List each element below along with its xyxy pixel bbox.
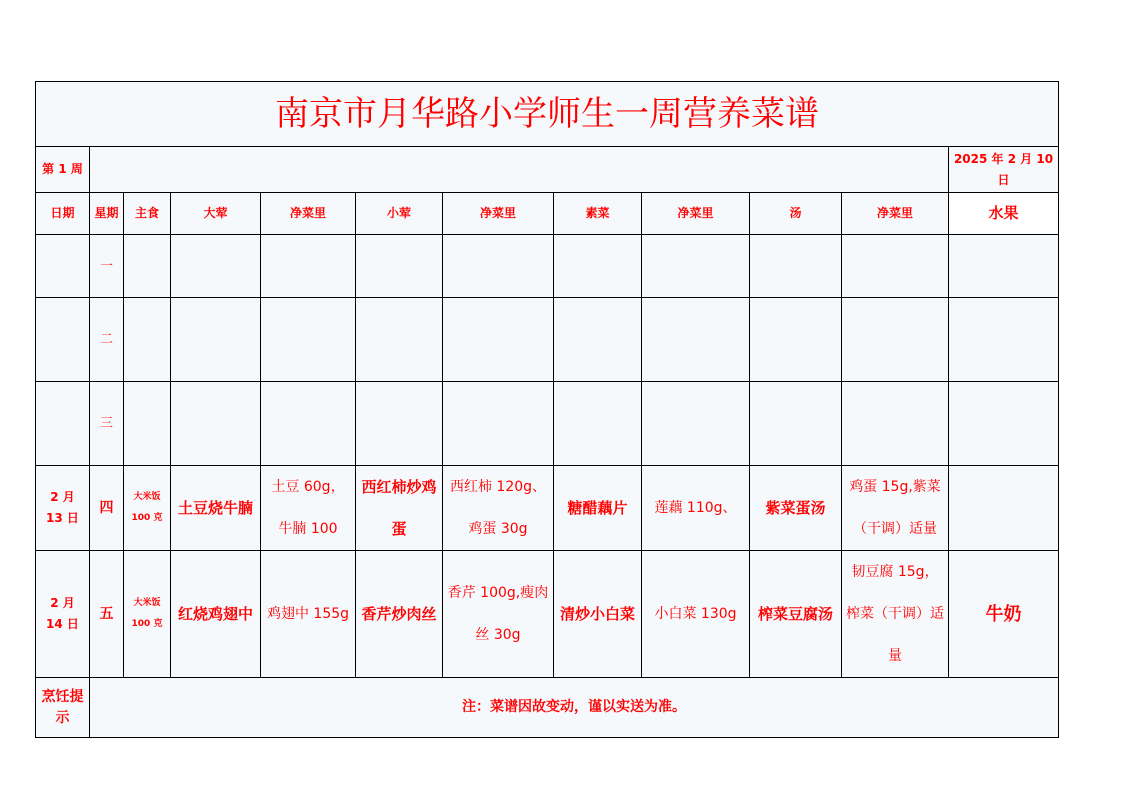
staple: 大米饭 100 克 (124, 551, 171, 678)
small-meat-amount: 香芹 100g,瘦肉丝 30g (443, 551, 554, 678)
date: 2 月 13 日 (36, 466, 90, 551)
small-meat-amount: 西红柿 120g、鸡蛋 30g (443, 466, 554, 551)
soup-dish: 紫菜蛋汤 (750, 466, 842, 551)
soup-amount: 鸡蛋 15g,紫菜（干调）适量 (842, 466, 949, 551)
big-meat-amount: 鸡翅中 155g (261, 551, 356, 678)
header-date: 日期 (36, 193, 90, 235)
header-net-veg: 净菜里 (642, 193, 750, 235)
week-label: 第 1 周 (36, 147, 90, 193)
header-fruit: 水果 (949, 193, 1059, 235)
table-row (36, 551, 1059, 678)
small-meat-dish: 西红柿炒鸡蛋 (356, 466, 443, 551)
big-meat-dish: 土豆烧牛腩 (171, 466, 261, 551)
header-net-veg: 净菜里 (261, 193, 356, 235)
weekday: 二 (90, 298, 124, 382)
header-big-meat: 大荤 (171, 193, 261, 235)
header-net-veg: 净菜里 (443, 193, 554, 235)
weekday: 四 (90, 466, 124, 551)
header-small-meat: 小荤 (356, 193, 443, 235)
menu-date: 2025 年 2 月 10 日 (949, 147, 1059, 193)
veg-dish: 清炒小白菜 (554, 551, 642, 678)
cooking-tips-note: 注：菜谱因故变动，谨以实送为准。 (90, 678, 1059, 738)
table-row (36, 235, 1059, 298)
soup-dish: 榨菜豆腐汤 (750, 551, 842, 678)
staple: 大米饭 100 克 (124, 466, 171, 551)
fruit (949, 466, 1059, 551)
header-staple: 主食 (124, 193, 171, 235)
veg-dish: 糖醋藕片 (554, 466, 642, 551)
header-veg: 素菜 (554, 193, 642, 235)
weekday: 一 (90, 235, 124, 298)
menu-table (35, 81, 1059, 738)
table-row (36, 382, 1059, 466)
small-meat-dish: 香芹炒肉丝 (356, 551, 443, 678)
header-soup: 汤 (750, 193, 842, 235)
header-weekday: 星期 (90, 193, 124, 235)
weekday: 五 (90, 551, 124, 678)
cooking-tips-label: 烹饪提示 (36, 678, 90, 738)
date: 2 月 14 日 (36, 551, 90, 678)
soup-amount: 韧豆腐 15g，榨菜（干调）适量 (842, 551, 949, 678)
weekday: 三 (90, 382, 124, 466)
veg-amount: 小白菜 130g (642, 551, 750, 678)
blank-cell (90, 147, 949, 193)
veg-amount: 莲藕 110g、 (642, 466, 750, 551)
fruit: 牛奶 (949, 551, 1059, 678)
header-net-veg: 净菜里 (842, 193, 949, 235)
big-meat-dish: 红烧鸡翅中 (171, 551, 261, 678)
page-title: 南京市月华路小学师生一周营养菜谱 (36, 82, 1059, 147)
big-meat-amount: 土豆 60g，牛腩 100 (261, 466, 356, 551)
table-row (36, 298, 1059, 382)
table-row (36, 466, 1059, 551)
